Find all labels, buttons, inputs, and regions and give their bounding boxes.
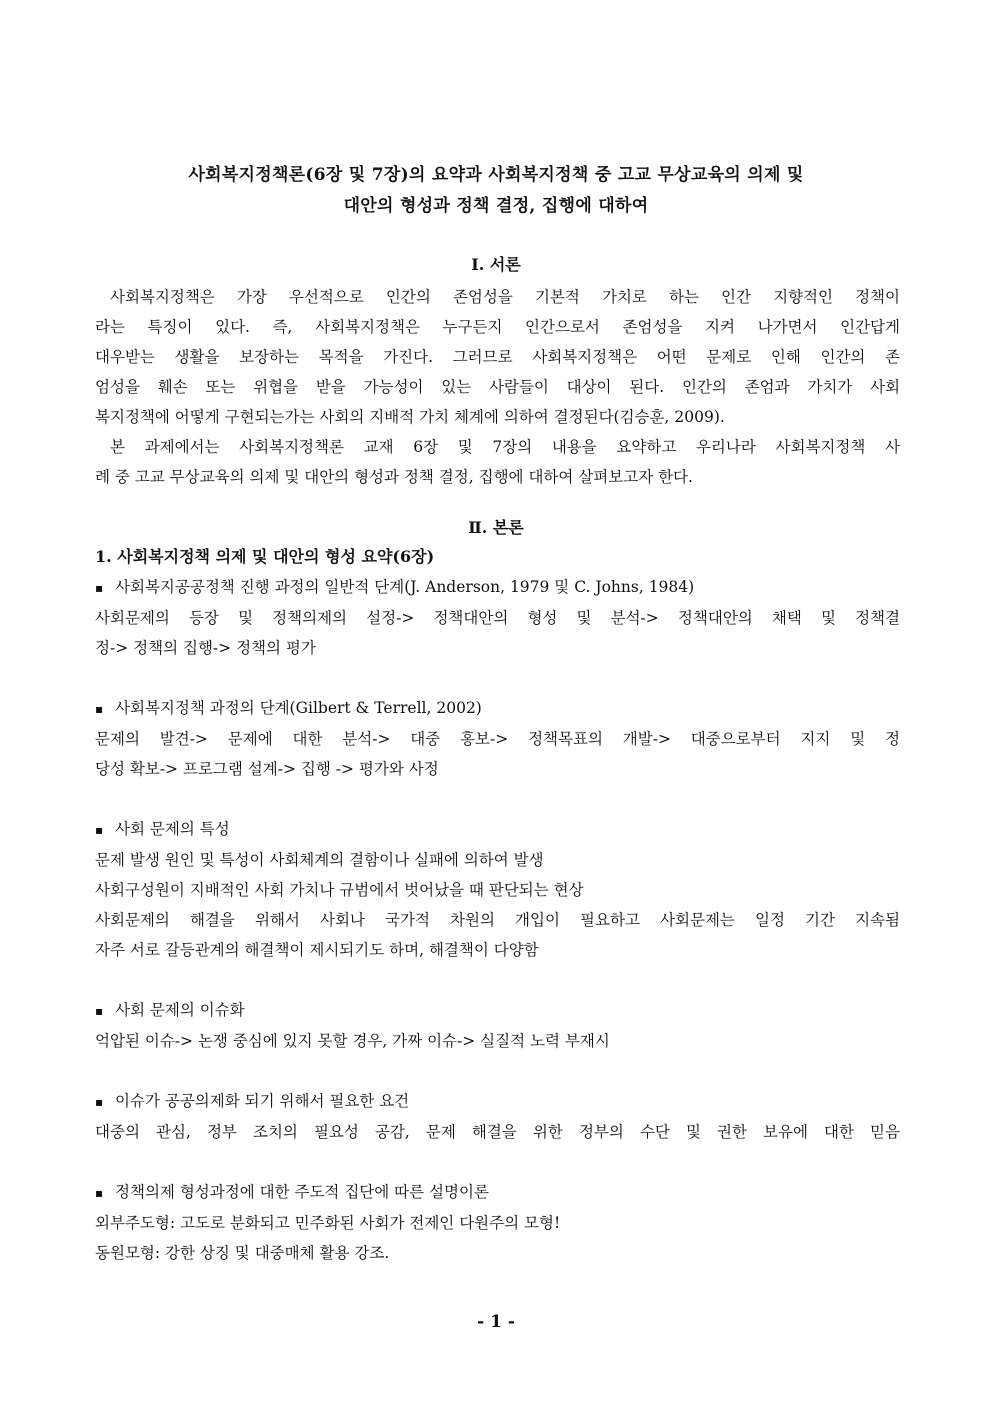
title-line-2: 대안의 형성과 정책 결정, 집행에 대하여: [343, 196, 649, 216]
bullet-heading: ▪ 정책의제 형성과정에 대한 주도적 집단에 따른 설명이론: [95, 1177, 900, 1208]
intro-line: 례 중 고교 무상교육의 의제 및 대안의 형성과 정책 결정, 집행에 대하여 살펴보고자 한다.: [95, 468, 693, 486]
block-line: 외부주도형: 고도로 분화되고 민주화된 사회가 전제인 다원주의 모형!: [95, 1214, 561, 1232]
bullet-heading: ▪ 사회 문제의 특성: [95, 814, 900, 845]
block-line: 문제의 발견-> 문제에 대한 분석-> 대중 홍보-> 정책목표의 개발-> 대중으로부터 지지 및 정: [95, 730, 900, 748]
intro-line: 본 과제에서는 사회복지정책론 교재 6장 및 7장의 내용을 요약하고 우리나라 사회복지정책 사: [110, 438, 900, 456]
list-item: [95, 1086, 900, 1147]
list-item: [95, 693, 900, 784]
block-line: 정-> 정책의 집행-> 정책의 평가: [95, 639, 316, 657]
intro-line: 대우받는 생활을 보장하는 목적을 가진다. 그러므로 사회복지정책은 어떤 문제로 인해 인간의 존: [95, 348, 900, 366]
block-line: 동원모형: 강한 상징 및 대중매체 활용 강조.: [95, 1244, 390, 1262]
intro-heading: Ⅰ. 서론: [471, 255, 521, 274]
bullet-heading: ▪ 사회복지공공정책 진행 과정의 일반적 단계(J. Anderson, 1979 및 C. Johns, 1984): [95, 572, 900, 603]
block-line: 당성 확보-> 프로그램 설계-> 집행 -> 평가와 사정: [95, 760, 439, 778]
bullet-heading: ▪ 사회복지정책 과정의 단계(Gilbert & Terrell, 2002): [95, 693, 900, 724]
block-line: 자주 서로 갈등관계의 해결책이 제시되기도 하며, 해결책이 다양함: [95, 941, 539, 959]
list-item: [95, 572, 900, 663]
intro-section: [95, 282, 900, 492]
list-item: [95, 1177, 900, 1268]
intro-line: 복지정책에 어떻게 구현되는가는 사회의 지배적 가치 체계에 의하여 결정된다(김승훈, 2009).: [95, 408, 725, 426]
intro-line: 사회복지정책은 가장 우선적으로 인간의 존엄성을 기본적 가치로 하는 인간 지향적인 정책이: [110, 288, 900, 306]
section-1-title: 1. 사회복지정책 의제 및 대안의 형성 요약(6장): [95, 547, 435, 566]
intro-line: 엄성을 훼손 또는 위협을 받을 가능성이 있는 사람들이 대상이 된다. 인간의 존엄과 가치가 사회: [95, 378, 900, 396]
title-line-1: 사회복지정책론(6장 및 7장)의 요약과 사회복지정책 중 고교 무상교육의 의제 및: [188, 165, 804, 185]
list-item: [95, 995, 900, 1056]
block-line: 사회문제의 등장 및 정책의제의 설정-> 정책대안의 형성 및 분석-> 정책대안의 채택 및 정책결: [95, 609, 900, 627]
block-line: 억압된 이슈-> 논쟁 중심에 있지 못할 경우, 가짜 이슈-> 실질적 노력 부재시: [95, 1032, 610, 1050]
block-line: 사회구성원이 지배적인 사회 가치나 규범에서 벗어났을 때 판단되는 현상: [95, 881, 584, 899]
list-item: [95, 814, 900, 965]
intro-line: 라는 특징이 있다. 즉, 사회복지정책은 누구든지 인간으로서 존엄성을 지켜 나가면서 인간답게: [95, 318, 900, 336]
bullet-heading: ▪ 이슈가 공공의제화 되기 위해서 필요한 요건: [95, 1086, 900, 1117]
body-heading: Ⅱ. 본론: [468, 518, 524, 537]
block-line: 사회문제의 해결을 위해서 사회나 국가적 차원의 개입이 필요하고 사회문제는 일정 기간 지속됨: [95, 911, 900, 929]
block-line: 대중의 관심, 정부 조치의 필요성 공감, 문제 해결을 위한 정부의 수단 및 권한 보유에 대한 믿음: [95, 1123, 900, 1141]
document-title: [60, 160, 932, 222]
page-number: - 1 -: [477, 1312, 515, 1332]
body-section: [95, 542, 900, 1268]
block-line: 문제 발생 원인 및 특성이 사회체계의 결함이나 실패에 의하여 발생: [95, 851, 544, 869]
bullet-heading: ▪ 사회 문제의 이슈화: [95, 995, 900, 1026]
